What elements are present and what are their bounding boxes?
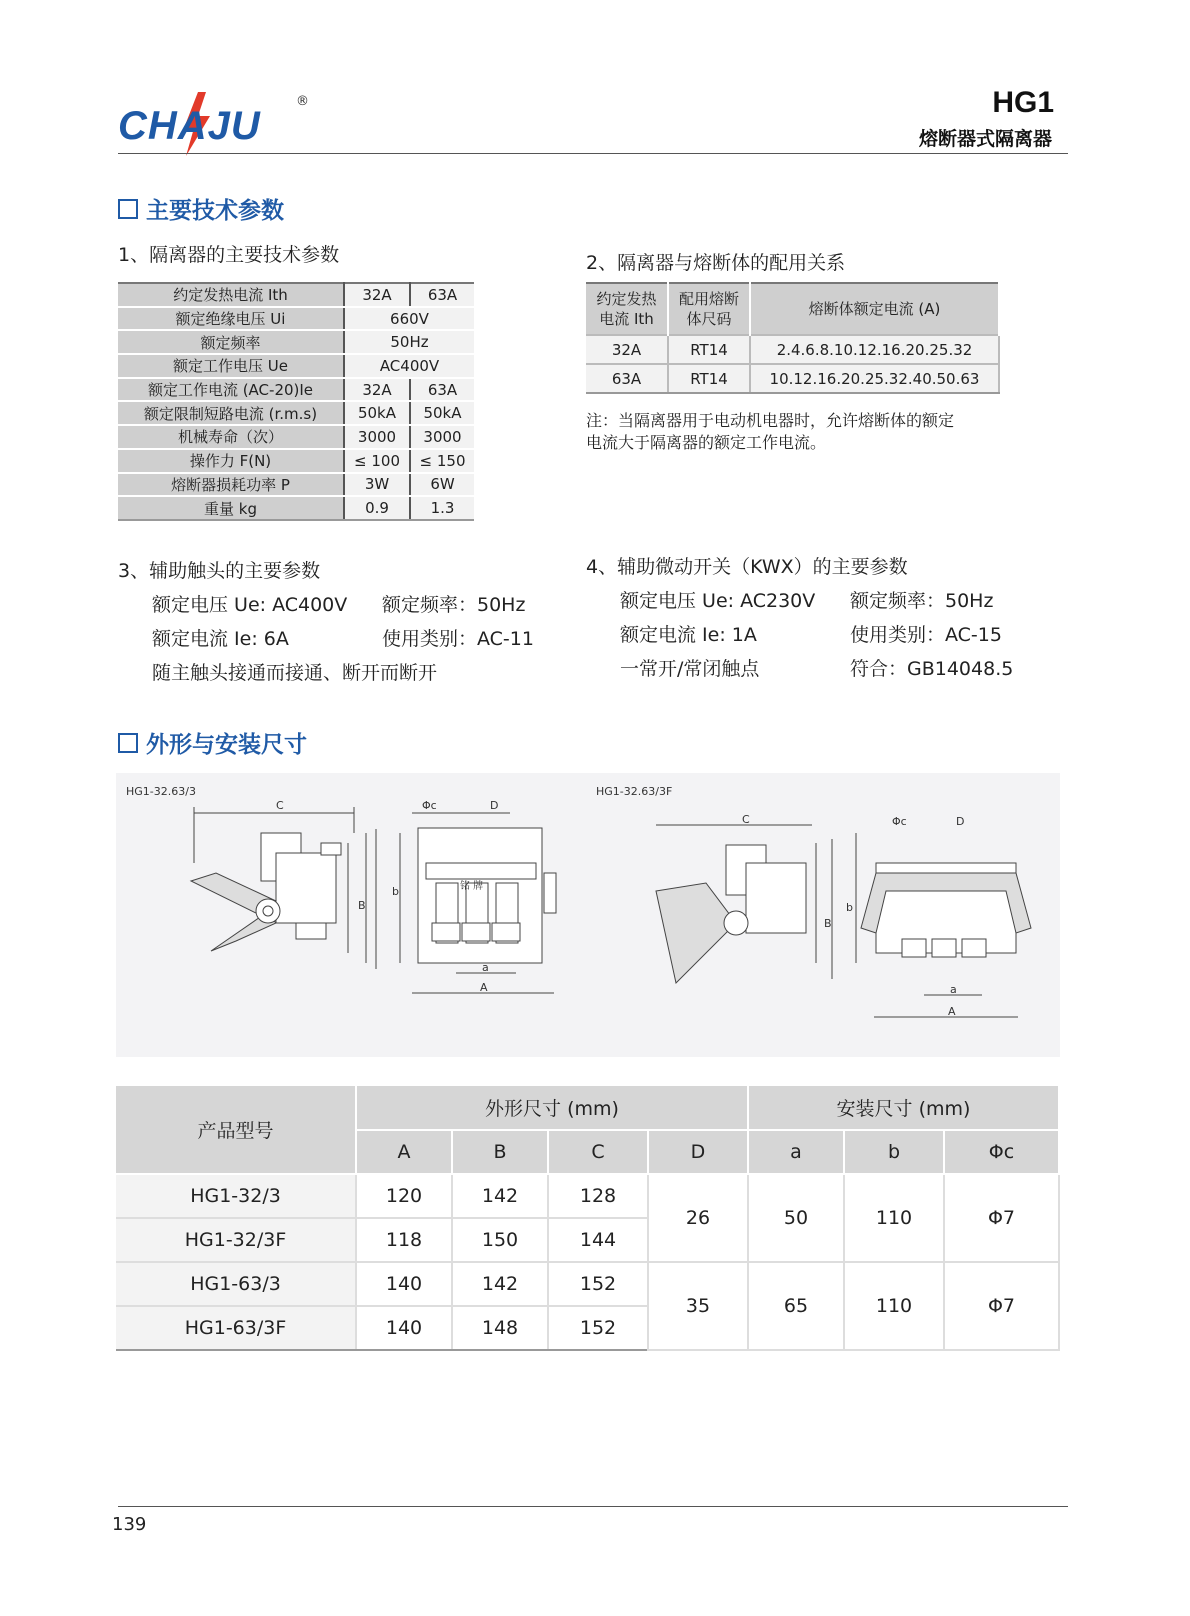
th-col-install-a: a [748, 1130, 844, 1174]
spec-value-63a: 1.3 [410, 496, 474, 520]
spec-label: 重量 kg [118, 496, 344, 520]
spec-value-32a: 50kA [344, 401, 410, 425]
dim-big-a-right: A [948, 1005, 956, 1018]
section-heading-dims [118, 726, 307, 759]
dim-a-right: a [950, 983, 957, 996]
drawing-label-left: HG1-32.63/3 [126, 785, 196, 798]
dim-d: D [490, 799, 499, 812]
dimension-table [116, 1086, 1060, 1351]
spec-label: 额定频率 [118, 330, 344, 354]
dim-c: C [276, 799, 284, 812]
brand-name: CHAJU [118, 104, 261, 148]
checkbox-square-icon [118, 199, 138, 219]
spec-label: 额定工作电流 (AC-20)Ie [118, 378, 344, 402]
nameplate-text: 铭 牌 [460, 881, 484, 892]
th-col-d: D [648, 1130, 748, 1174]
kwx-standard: 符合：GB14048.5 [850, 658, 1014, 680]
aux-behavior: 随主触头接通而接通、断开而断开 [152, 662, 438, 684]
kwx-current: 额定电流 Ie: 1A [620, 624, 757, 646]
th-col-a: A [356, 1130, 452, 1174]
table-row: 63A RT14 10.12.16.20.25.32.40.50.63 [586, 364, 999, 393]
aux-frequency: 额定频率：50Hz [382, 594, 526, 616]
dim-d-right: D [956, 815, 965, 828]
section-title: 主要技术参数 [146, 198, 284, 224]
brand-logo [118, 92, 318, 156]
spec-value-63a: 6W [410, 473, 474, 497]
table-row [118, 401, 474, 425]
table-row [118, 307, 474, 331]
table-row: HG1-63/3 140 142 152 35 65 110 Φ7 [116, 1262, 1059, 1306]
spec-value-63a: 63A [410, 378, 474, 402]
checkbox-square-icon [118, 733, 138, 753]
drawing-label-right: HG1-32.63/3F [596, 785, 673, 798]
spec-value-63a: 3000 [410, 425, 474, 449]
spec-value-32a: ≤ 100 [344, 449, 410, 473]
th-ith: 约定发热 电流 Ith [586, 283, 668, 335]
dim-phic: Φc [422, 799, 437, 812]
model-subtitle: 熔断器式隔离器 [918, 128, 1052, 150]
technical-drawing [116, 773, 1060, 1057]
spec-label: 额定限制短路电流 (r.m.s) [118, 401, 344, 425]
spec-value-63a: 50kA [410, 401, 474, 425]
table-row: HG1-32/3F 118 150 144 [116, 1218, 1059, 1262]
dim-b-right: b [846, 901, 853, 914]
table-row [118, 449, 474, 473]
aux-voltage: 额定电压 Ue: AC400V [152, 594, 348, 616]
table-row [118, 378, 474, 402]
th-col-b: B [452, 1130, 548, 1174]
th-install-dims: 安装尺寸 (mm) [748, 1086, 1059, 1130]
fuse-note: 注：当隔离器用于电动机电器时，允许熔断体的额定 电流大于隔离器的额定工作电流。 [586, 411, 955, 452]
spec-value: 660V [344, 307, 474, 331]
th-current: 熔断体额定电流 (A) [750, 283, 999, 335]
model-title: HG1 [992, 86, 1054, 119]
dim-a: a [482, 961, 489, 974]
spec-value-63a: ≤ 150 [410, 449, 474, 473]
spec-value-32a: 3W [344, 473, 410, 497]
kwx-voltage: 额定电压 Ue: AC230V [620, 590, 816, 612]
th-outer-dims: 外形尺寸 (mm) [356, 1086, 748, 1130]
t1-title: 1、隔离器的主要技术参数 [118, 244, 340, 266]
dim-phic-right: Φc [892, 815, 907, 828]
left-side-view [191, 807, 376, 969]
table-row: 32A RT14 2.4.6.8.10.12.16.20.25.32 [586, 335, 999, 364]
dim-b: b [392, 885, 399, 898]
section-title: 外形与安装尺寸 [146, 732, 307, 758]
spec-label: 操作力 F(N) [118, 449, 344, 473]
right-front-view [856, 833, 1031, 1017]
table-row: HG1-63/3F 140 148 152 [116, 1306, 1059, 1350]
th-col-phic: Φc [944, 1130, 1059, 1174]
section-heading-tech [118, 192, 284, 225]
th-col-c: C [548, 1130, 648, 1174]
table-row: HG1-32/3 120 142 128 26 50 110 Φ7 [116, 1174, 1059, 1218]
spec-label: 熔断器损耗功率 P [118, 473, 344, 497]
table-row [118, 473, 474, 497]
dimension-drawing [116, 773, 1060, 1057]
right-side-view [656, 825, 832, 983]
spec-label: 额定绝缘电压 Ui [118, 307, 344, 331]
dim-big-b-right: B [824, 917, 832, 930]
kwx-contact: 一常开/常闭触点 [620, 658, 760, 680]
table-row [118, 496, 474, 520]
page-number: 139 [112, 1514, 147, 1535]
table-row [118, 354, 474, 378]
fuse-match-table [586, 282, 1000, 394]
th-size: 配用熔断 体尺码 [668, 283, 750, 335]
spec-value-32a: 32A [344, 283, 410, 307]
left-front-view [400, 813, 556, 993]
dim-big-b: B [358, 899, 366, 912]
footer-divider [118, 1506, 1068, 1507]
kwx-frequency: 额定频率：50Hz [850, 590, 994, 612]
spec-value: AC400V [344, 354, 474, 378]
spec-label: 约定发热电流 Ith [118, 283, 344, 307]
header-divider [118, 153, 1068, 154]
spec-value-32a: 3000 [344, 425, 410, 449]
th-col-install-b: b [844, 1130, 944, 1174]
spec-label: 机械寿命（次） [118, 425, 344, 449]
isolator-spec-table [118, 282, 474, 521]
th-model: 产品型号 [116, 1086, 356, 1174]
kwx-category: 使用类别：AC-15 [850, 624, 1002, 646]
registered-mark: ® [296, 94, 309, 109]
kwx-title: 4、辅助微动开关（KWX）的主要参数 [586, 556, 908, 578]
aux-category: 使用类别：AC-11 [382, 628, 534, 650]
aux-title: 3、辅助触头的主要参数 [118, 560, 321, 582]
table-row [118, 425, 474, 449]
table-row [118, 283, 474, 307]
spec-value: 50Hz [344, 330, 474, 354]
table-row [118, 330, 474, 354]
spec-label: 额定工作电压 Ue [118, 354, 344, 378]
aux-current: 额定电流 Ie: 6A [152, 628, 289, 650]
dim-c-right: C [742, 813, 750, 826]
dim-big-a: A [480, 981, 488, 994]
spec-value-32a: 0.9 [344, 496, 410, 520]
t2-title: 2、隔离器与熔断体的配用关系 [586, 252, 846, 274]
spec-value-32a: 32A [344, 378, 410, 402]
spec-value-63a: 63A [410, 283, 474, 307]
